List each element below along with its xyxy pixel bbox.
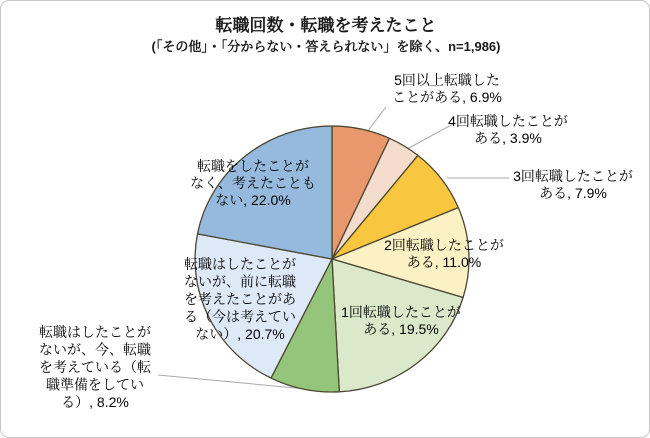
pie-label-four-times: 4回転職したことがある, 3.9%	[448, 113, 568, 146]
pie-label-considered-before: 転職はしたことがないが、前に転職を考えたことがある（今は考えていない）, 20.7%	[184, 256, 296, 342]
pie-chart	[1, 1, 650, 438]
pie-label-three-times: 3回転職したことがある, 7.9%	[513, 168, 633, 201]
pie-label-considering-now: 転職はしたことがないが、今、転職を考えている（転職準備をしている）, 8.2%	[39, 324, 151, 410]
pie-label-five-or-more: 5回以上転職したことがある, 6.9%	[392, 72, 502, 105]
leader-line-five-or-more	[367, 107, 386, 132]
pie-label-one-time: 1回転職したことがある, 19.5%	[341, 304, 461, 337]
leader-line-four-times	[407, 124, 453, 149]
chart-subtitle: (「その他」・「分からない・答えられない」を除く、n=1,986)	[151, 39, 501, 54]
chart-title: 転職回数・転職を考えたこと	[215, 16, 437, 35]
pie-label-two-times: 2回転職したことがある, 11.0%	[384, 237, 504, 270]
pie-label-never-considered: 転職をしたことがなく、考えたこともない, 22.0%	[190, 158, 316, 208]
